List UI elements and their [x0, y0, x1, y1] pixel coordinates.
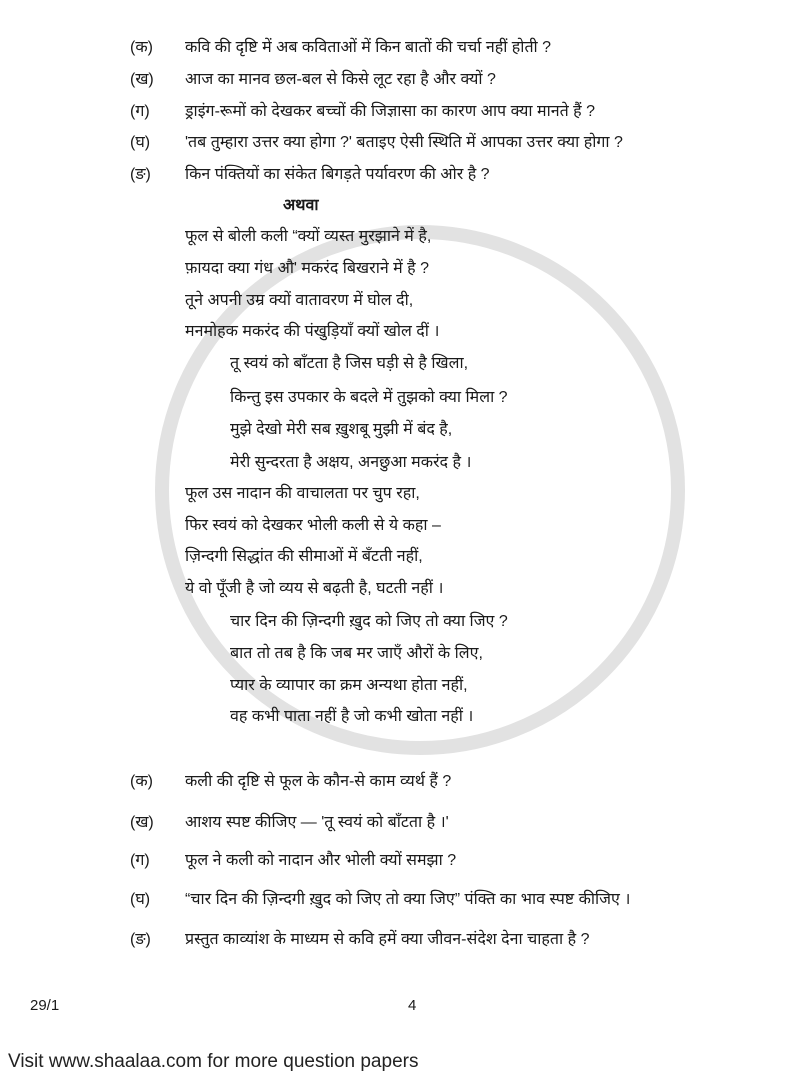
question-label: (घ) — [130, 134, 151, 151]
question-text: फूल ने कली को नादान और भोली क्यों समझा ? — [185, 852, 457, 869]
poem-line: तूने अपनी उम्र क्यों वातावरण में घोल दी, — [185, 292, 414, 309]
poem-line: मेरी सुन्दरता है अक्षय, अनछुआ मकरंद है । — [230, 454, 472, 471]
question-text: आशय स्पष्ट कीजिए — 'तू स्वयं को बाँटता है ।' — [185, 814, 449, 831]
question-label: (ग) — [130, 852, 150, 869]
poem-line: बात तो तब है कि जब मर जाएँ औरों के लिए, — [230, 645, 483, 662]
poem-line: प्यार के व्यापार का क्रम अन्यथा होता नहीं, — [230, 677, 468, 694]
poem-line: ज़िन्दगी सिद्धांत की सीमाओं में बँटती नहीं, — [185, 548, 423, 565]
poem-line: फ़ायदा क्या गंध औ' मकरंद बिखराने में है ? — [185, 260, 430, 277]
question-label: (घ) — [130, 891, 151, 908]
poem-line: चार दिन की ज़िन्दगी ख़ुद को जिए तो क्या जिए ? — [230, 613, 508, 630]
poem-line: वह कभी पाता नहीं है जो कभी खोता नहीं । — [230, 708, 474, 725]
question-label: (ख) — [130, 814, 154, 831]
paper-code: 29/1 — [30, 997, 60, 1014]
poem-line: फूल से बोली कली “क्यों व्यस्त मुरझाने में है, — [185, 228, 432, 245]
poem-line: फूल उस नादान की वाचालता पर चुप रहा, — [185, 485, 420, 502]
question-text: “चार दिन की ज़िन्दगी ख़ुद को जिए तो क्या जिए” पंक्ति का भाव स्पष्ट कीजिए । — [185, 891, 631, 908]
question-text: आज का मानव छल-बल से किसे लूट रहा है और क्यों ? — [185, 71, 496, 88]
question-text: 'तब तुम्हारा उत्तर क्या होगा ?' बताइए ऐसी स्थिति में आपका उत्तर क्या होगा ? — [185, 134, 623, 151]
question-label: (ङ) — [130, 931, 151, 948]
question-label: (क) — [130, 39, 153, 56]
poem-line: किन्तु इस उपकार के बदले में तुझको क्या मिला ? — [230, 389, 508, 406]
athva-heading: अथवा — [283, 197, 319, 214]
question-text: कली की दृष्टि से फूल के कौन-से काम व्यर्थ हैं ? — [185, 773, 452, 790]
question-label: (ग) — [130, 103, 150, 120]
poem-line: ये वो पूँजी है जो व्यय से बढ़ती है, घटती नहीं । — [185, 580, 444, 597]
poem-line: मनमोहक मकरंद की पंखुड़ियाँ क्यों खोल दीं । — [185, 323, 440, 340]
poem-line: तू स्वयं को बाँटता है जिस घड़ी से है खिला, — [230, 355, 469, 372]
question-label: (क) — [130, 773, 153, 790]
question-text: प्रस्तुत काव्यांश के माध्यम से कवि हमें क्या जीवन-संदेश देना चाहता है ? — [185, 931, 590, 948]
poem-line: फिर स्वयं को देखकर भोली कली से ये कहा – — [185, 517, 441, 534]
question-text: ड्राइंग-रूमों को देखकर बच्चों की जिज्ञासा का कारण आप क्या मानते हैं ? — [185, 103, 596, 120]
question-label: (ख) — [130, 71, 154, 88]
question-text: कवि की दृष्टि में अब कविताओं में किन बातों की चर्चा नहीं होती ? — [185, 39, 552, 56]
poem-line: मुझे देखो मेरी सब ख़ुशबू मुझी में बंद है, — [230, 421, 453, 438]
page-number: 4 — [408, 997, 417, 1014]
question-text: किन पंक्तियों का संकेत बिगड़ते पर्यावरण की ओर है ? — [185, 166, 490, 183]
question-label: (ङ) — [130, 166, 151, 183]
shaalaa-link[interactable]: Visit www.shaalaa.com for more question papers — [8, 1051, 419, 1072]
